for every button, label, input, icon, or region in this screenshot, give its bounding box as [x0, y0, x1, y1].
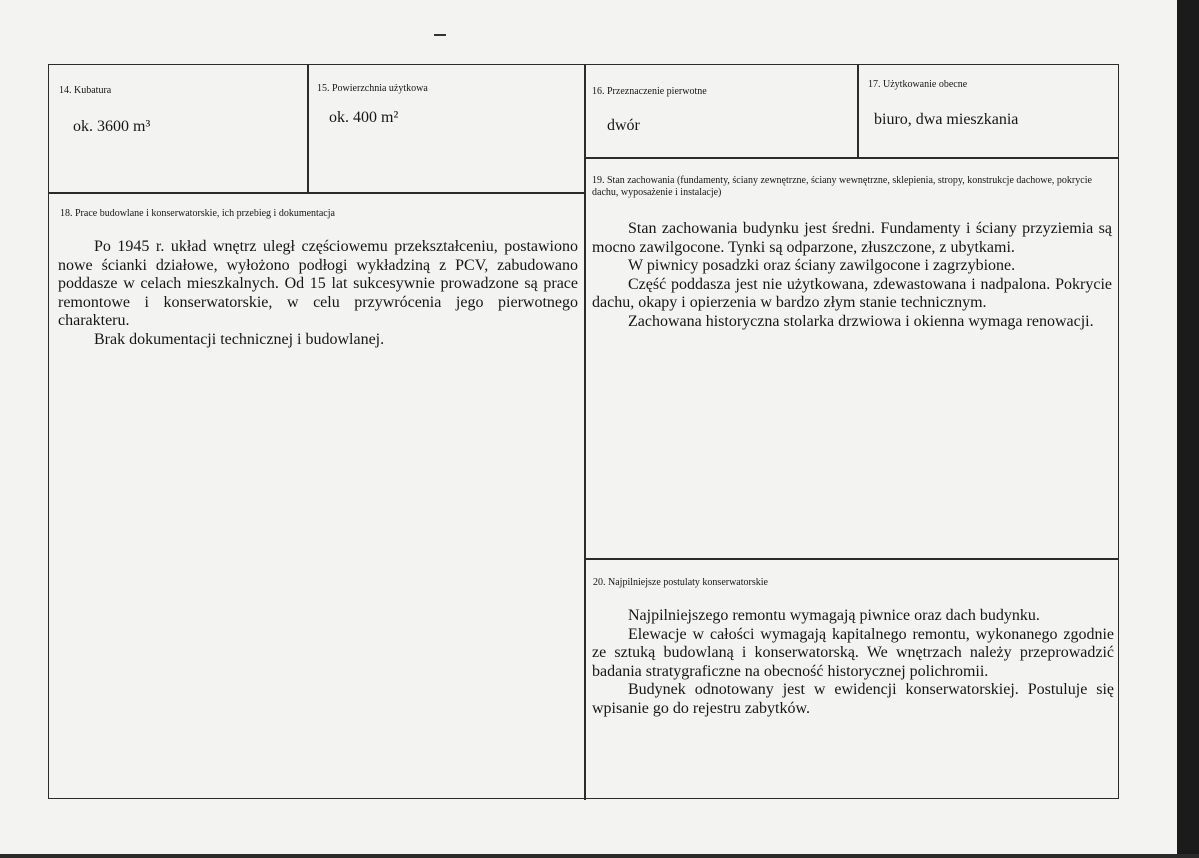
field-value: ok. 400 m² [329, 109, 399, 126]
field-value: biuro, dwa mieszkania [874, 111, 1019, 128]
field-stan [586, 159, 1118, 558]
field-label: 15. Powierzchnia użytkowa [317, 83, 428, 94]
field-przeznaczenie [586, 65, 857, 157]
field-label: 14. Kubatura [59, 85, 112, 96]
field-kubatura [49, 65, 307, 192]
paragraph: Budynek odnotowany jest w ewidencji konserwatorskiej. Postuluje się wpisanie go do rejestru zabytków. [592, 681, 1114, 717]
field-text [592, 607, 1114, 718]
field-label: 19. Stan zachowania (fundamenty, ściany zewnętrzne, ściany wewnętrzne, sklepienia, stropy, konstrukcje dachowe, pokrycie dachu, wyposażenie i instalacje) [592, 175, 1092, 198]
scan-mark [434, 34, 446, 36]
field-uzytkowanie [859, 65, 1118, 157]
scan-edge-right [1177, 0, 1199, 858]
field-value: dwór [607, 117, 640, 134]
paragraph: Stan zachowania budynku jest średni. Fundamenty i ściany przyziemia są mocno zawilgocone. Tynki są odparzone, złuszczone, z ubytkami. [592, 220, 1112, 256]
field-label: 20. Najpilniejsze postulaty konserwatorskie [593, 577, 768, 588]
field-label: 18. Prace budowlane i konserwatorskie, ich przebieg i dokumentacja [60, 208, 335, 219]
field-powierzchnia [309, 65, 584, 192]
paragraph: Najpilniejszego remontu wymagają piwnice oraz dach budynku. [628, 607, 1040, 624]
paragraph: W piwnicy posadzki oraz ściany zawilgocone i zagrzybione. [628, 257, 1016, 274]
field-text [592, 220, 1112, 331]
scan-edge-bottom [0, 854, 1199, 858]
paragraph: Elewacje w całości wymagają kapitalnego remontu, wykonanego zgodnie ze sztuką budowlaną i konserwatorską. We wnętrzach należy przeprowadzić badania stratygraficzne na obecność historycznej polichromii. [592, 625, 1114, 680]
paragraph: Po 1945 r. układ wnętrz uległ częściowemu przekształceniu, postawiono nowe ścianki działowe, wyłożono podłogi wykładziną z PCV, zabudowano poddasze w celach mieszkalnych. Od 15 lat sukcesywnie prowadzone są prace remontowe i konserwatorskie, w celu przywrócenia jego pierwotnego charakteru. [58, 238, 578, 329]
paragraph: Brak dokumentacji technicznej i budowlanej. [94, 330, 385, 348]
field-postulaty [586, 560, 1118, 798]
field-value: ok. 3600 m³ [73, 118, 151, 135]
form-frame [48, 64, 1119, 799]
field-label: 16. Przeznaczenie pierwotne [592, 86, 707, 97]
field-label: 17. Użytkowanie obecne [868, 79, 968, 90]
paragraph: Część poddasza jest nie użytkowana, zdewastowana i nadpalona. Pokrycie dachu, okapy i opierzenia w bardzo złym stanie technicznym. [592, 275, 1112, 311]
paragraph: Zachowana historyczna stolarka drzwiowa i okienna wymaga renowacji. [628, 312, 1094, 330]
field-text [58, 238, 578, 349]
field-prace [49, 194, 584, 798]
